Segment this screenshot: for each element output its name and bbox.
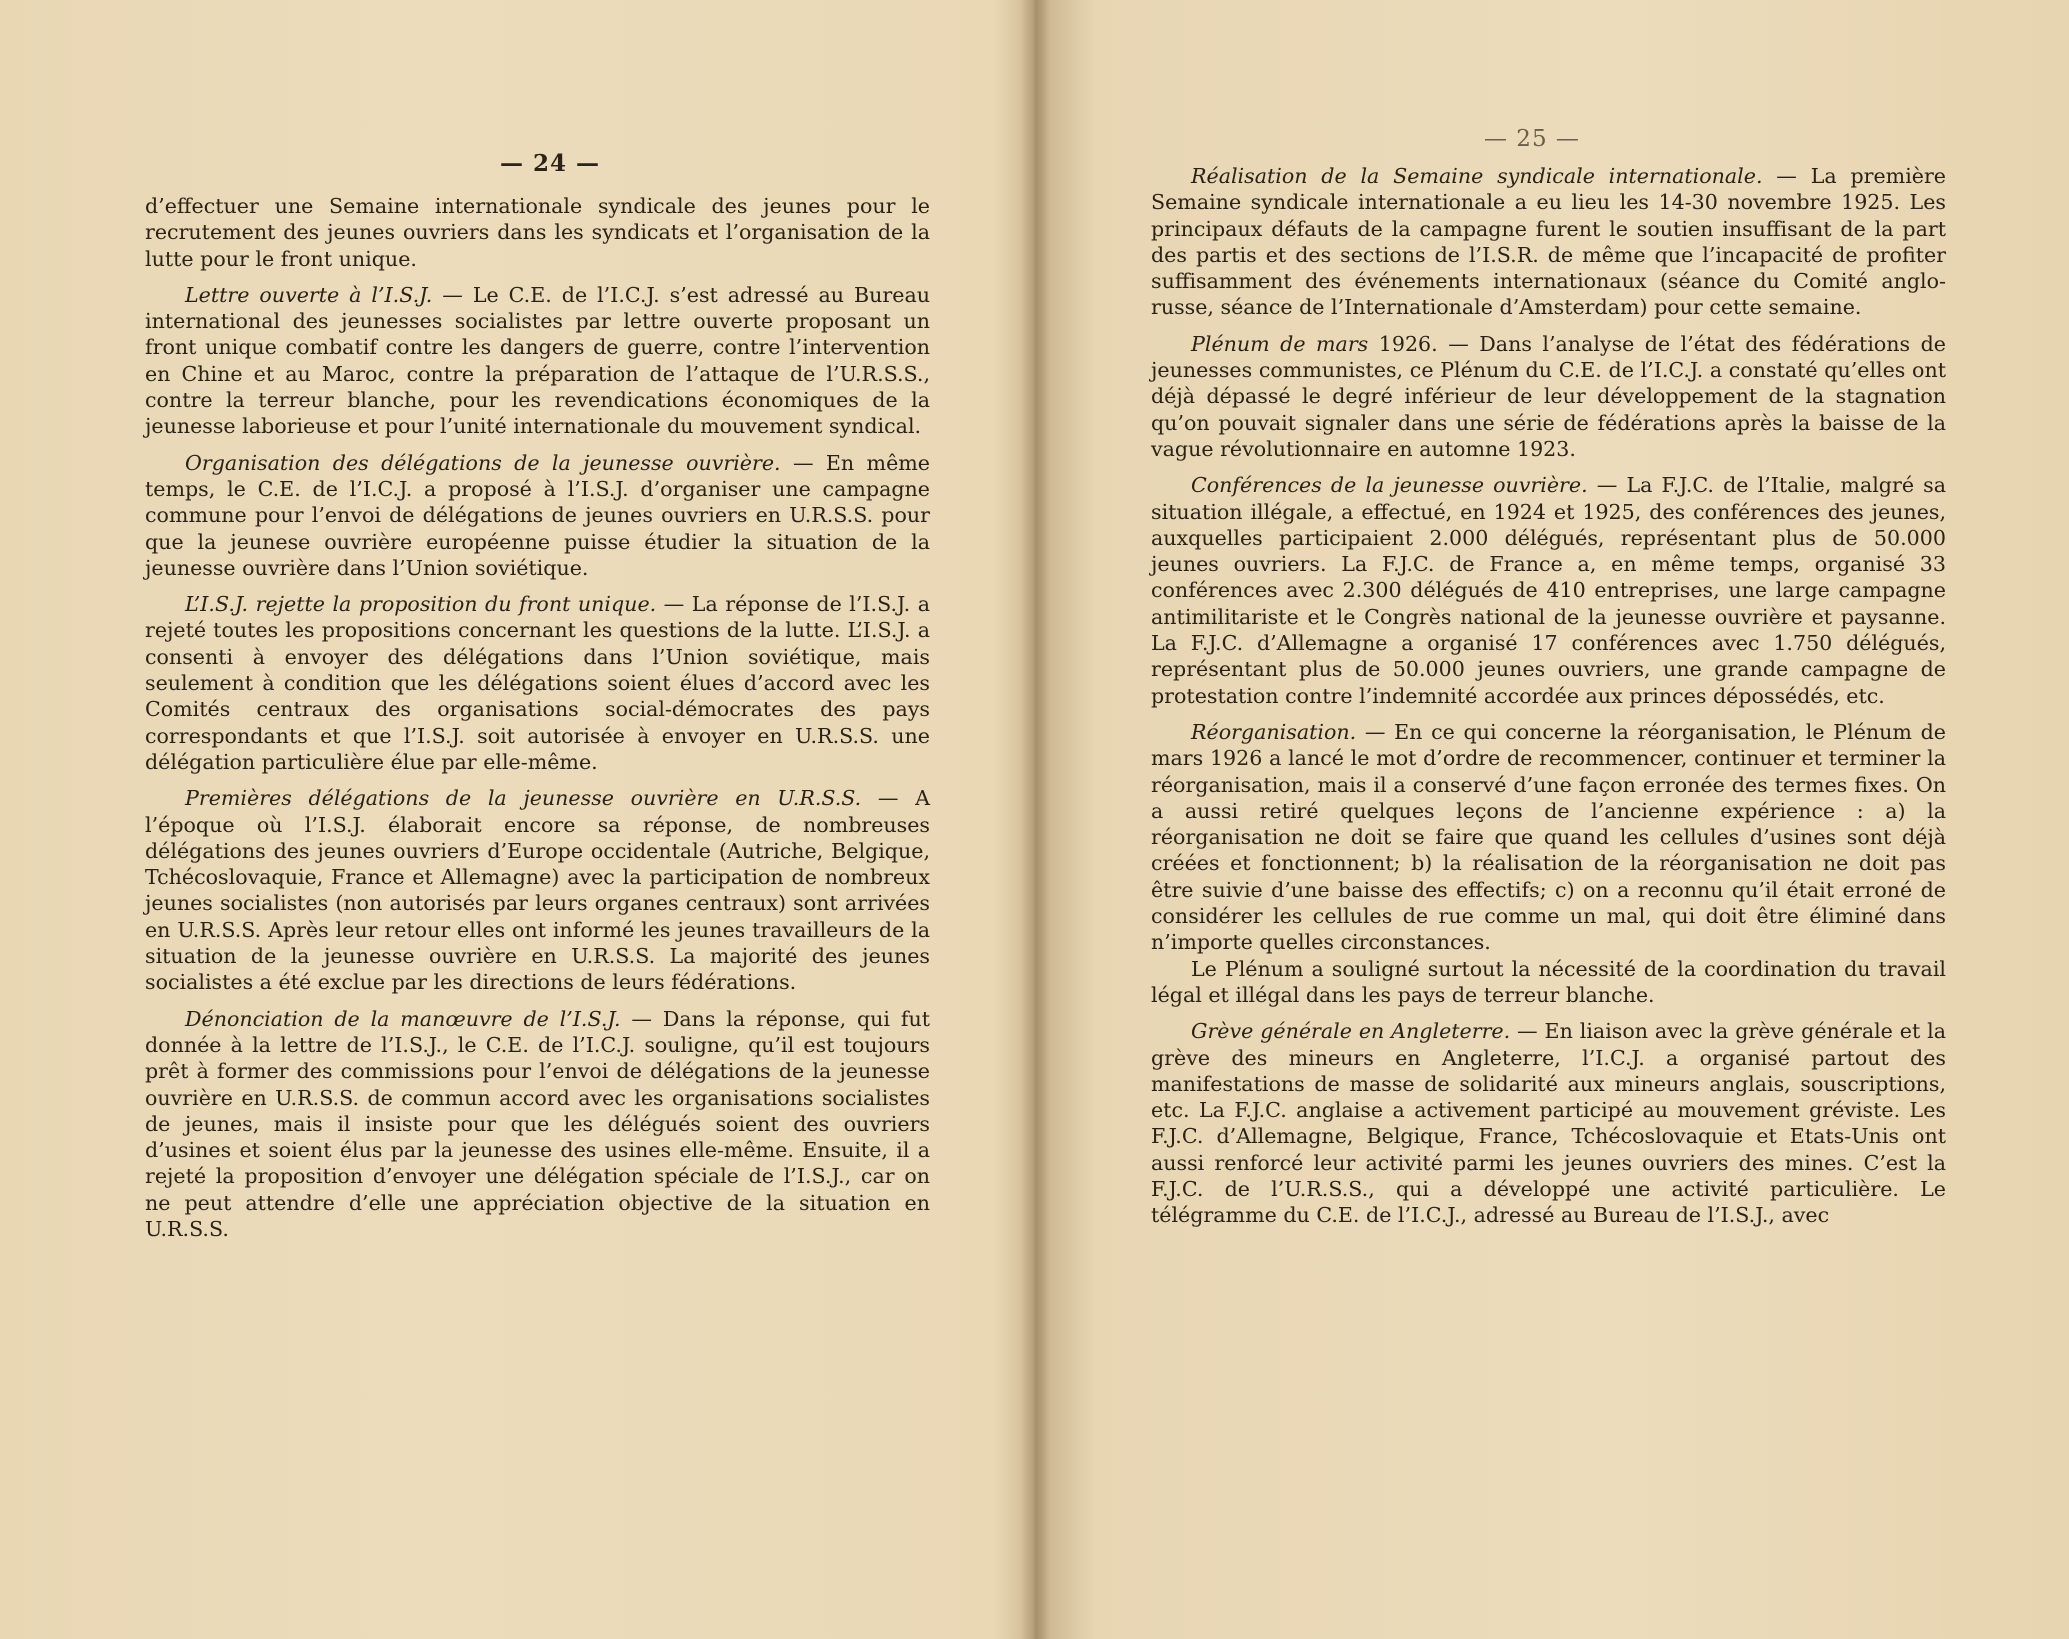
paragraph	[1151, 719, 1946, 956]
right-page	[1039, 0, 2069, 1639]
paragraph	[145, 591, 930, 775]
paragraph	[145, 1006, 930, 1243]
paragraph	[145, 450, 930, 581]
left-page-body	[145, 193, 930, 1252]
paragraph	[1151, 472, 1946, 709]
paragraph-text: — Le C.E. de l’I.C.J. s’est adressé au Bureau international des jeunesses socialistes par lettre ouverte proposant un front unique combatif contre les dangers de guerre, contre l’intervention en Chine et au Maroc, contre la préparation de l’attaque de l’U.R.S.S., contre la terreur blanche, pour les revendications économiques de la jeunesse laborieuse et pour l’unité internationale du mouvement syndical.	[145, 282, 930, 439]
paragraph-text: Le Plénum a souligné surtout la nécessité de la coordination du travail légal et illégal dans les pays de terreur blanche.	[1151, 956, 1946, 1007]
paragraph-text: — En ce qui concerne la réorganisation, le Plénum de mars 1926 a lancé le mot d’ordre de recommencer, continuer et terminer la réorganisation, mais il a conservé d’une façon erronée des termes fixes. On a aussi retiré quelques leçons de l’ancienne expérience : a) la réorganisation ne doit se faire que quand les cellules d’usines sont déjà créées et fonctionnent; b) la réalisation de la réorganisation ne doit pas être suivie d’une baisse des effectifs; c) on a reconnu qu’il était erroné de considérer les cellules de rue comme un mal, qui doit être éliminé dans n’importe quelles circonstances.	[1151, 719, 1946, 955]
section-heading: Réalisation de la Semaine syndicale internationale.	[1191, 164, 1763, 188]
right-page-number: — 25 —	[1484, 126, 1580, 152]
paragraph-text: — Dans la réponse, qui fut donnée à la lettre de l’I.S.J., le C.E. de l’I.C.J. souligne, qu’il est toujours prêt à former des commissions pour l’envoi de délégations de la jeunesse ouvrière en U.R.S.S. de commun accord avec les organisations socialistes de jeunes, mais il insiste pour que les délégués soient des ouvriers d’usines et soient élus par la jeunesse des usines elle-même. Ensuite, il a rejeté la proposition d’envoyer une délégation spéciale de l’I.S.J., car on ne peut attendre d’elle une appréciation objective de la situation en U.R.S.S.	[145, 1006, 930, 1241]
paragraph	[1151, 331, 1946, 462]
paragraph	[145, 785, 930, 995]
paragraph-text: — La première Semaine syndicale internationale a eu lieu les 14-30 novembre 1925. Les principaux défauts de la campagne furent le soutien insuffisant de la part des partis et des sections de l’I.S.R. de même que l’incapacité de profiter suffisamment des événements internationaux (séance du Comité anglo-russe, séance de l’Internationale d’Amsterdam) pour cette semaine.	[1151, 164, 1946, 320]
paragraph-text: — La F.J.C. de l’Italie, malgré sa situation illégale, a effectué, en 1924 et 1925, des conférences des jeunes, auxquelles participaient 2.000 délégués, représentant plus de 50.000 jeunes ouvriers. La F.J.C. de France a, en même temps, organisé 33 conférences avec 2.300 délégués de 410 entreprises, une large campagne antimilitariste et le Congrès national de la jeunesse ouvrière et paysanne. La F.J.C. d’Allemagne a organisé 17 conférences avec 1.750 délégués, représentant plus de 50.000 jeunes ouvriers, une grande campagne de protestation contre l’indemnité accordée aux princes dépossédés, etc.	[1151, 473, 1946, 708]
paragraph-text: d’effectuer une Semaine internationale syndicale des jeunes pour le recrutement des jeunes ouvriers dans les syndicats et l’organisation de la lutte pour le front unique.	[145, 194, 930, 271]
paragraph-text: — A l’époque où l’I.S.J. élaborait encore sa réponse, de nombreuses délégations des jeunes ouvriers d’Europe occidentale (Autriche, Belgique, Tchécoslovaquie, France et Allemagne) avec la participation de nombreux jeunes socialistes (non autorisés par leurs organes centraux) sont arrivées en U.R.S.S. Après leur retour elles ont informé les jeunes travailleurs de la situation de la jeunesse ouvrière en U.R.S.S. La majorité des jeunes socialistes a été exclue par les directions de leurs fédérations.	[145, 786, 930, 995]
paragraph	[1151, 1018, 1946, 1228]
paragraph-text: — La réponse de l’I.S.J. a rejeté toutes les propositions concernant les questions de la lutte. L’I.S.J. a consenti à envoyer des délégations dans l’Union soviétique, mais seulement à condition que les délégations soient élues d’accord avec les Comités centraux des organisations social-démocrates des pays correspondants et que l’I.S.J. soit autorisée à envoyer en U.R.S.S. une délégation particulière élue par elle-même.	[145, 592, 930, 774]
paragraph-text: — En liaison avec la grève générale et la grève des mineurs en Angleterre, l’I.C.J. a organisé partout des manifestations de masse de solidarité aux mineurs anglais, souscriptions, etc. La F.J.C. anglaise a activement participé au mouvement gréviste. Les F.J.C. d’Allemagne, Belgique, France, Tchécoslovaquie et Etats-Unis ont aussi renforcé leur activité parmi les jeunes ouvriers des mines. C’est la F.J.C. de l’U.R.S.S., qui a développé une activité particulière. Le télégramme du C.E. de l’I.C.J., adressé au Bureau de l’I.S.J., avec	[1151, 1019, 1946, 1228]
paragraph	[145, 282, 930, 440]
section-heading: Lettre ouverte à l’I.S.J.	[185, 282, 433, 307]
section-heading: Grève générale en Angleterre.	[1191, 1019, 1511, 1044]
section-heading: Dénonciation de la manœuvre de l’I.S.J.	[185, 1006, 621, 1031]
right-page-body	[1151, 163, 1946, 1239]
section-heading: Plénum de mars	[1191, 331, 1369, 356]
section-heading: L’I.S.J. rejette la proposition du front unique.	[185, 592, 657, 617]
section-heading: Premières délégations de la jeunesse ouvrière en U.R.S.S.	[185, 786, 862, 811]
paragraph-text: 1926. — Dans l’analyse de l’état des fédérations de jeunesses communistes, ce Plénum du C.E. de l’I.C.J. a constaté qu’elles ont déjà dépassé le degré inférieur de leur développement de la stagnation qu’on pouvait signaler dans une série de fédérations après la baisse de la vague révolutionnaire en automne 1923.	[1151, 331, 1946, 461]
section-heading: Organisation des délégations de la jeunesse ouvrière.	[185, 450, 781, 475]
left-page-number: — 24 —	[500, 150, 601, 177]
paragraph	[145, 193, 930, 272]
paragraph-text: — En même temps, le C.E. de l’I.C.J. a proposé à l’I.S.J. d’organiser une campagne commune pour l’envoi de délégations de jeunes ouvriers en U.R.S.S. pour que la jeunese ouvrière européenne puisse étudier la situation de la jeunesse ouvrière dans l’Union soviétique.	[145, 450, 930, 580]
section-heading: Réorganisation.	[1191, 719, 1357, 744]
left-page	[0, 0, 1030, 1639]
paragraph	[1151, 163, 1946, 321]
section-heading: Conférences de la jeunesse ouvrière.	[1191, 473, 1588, 498]
paragraph	[1151, 956, 1946, 1009]
